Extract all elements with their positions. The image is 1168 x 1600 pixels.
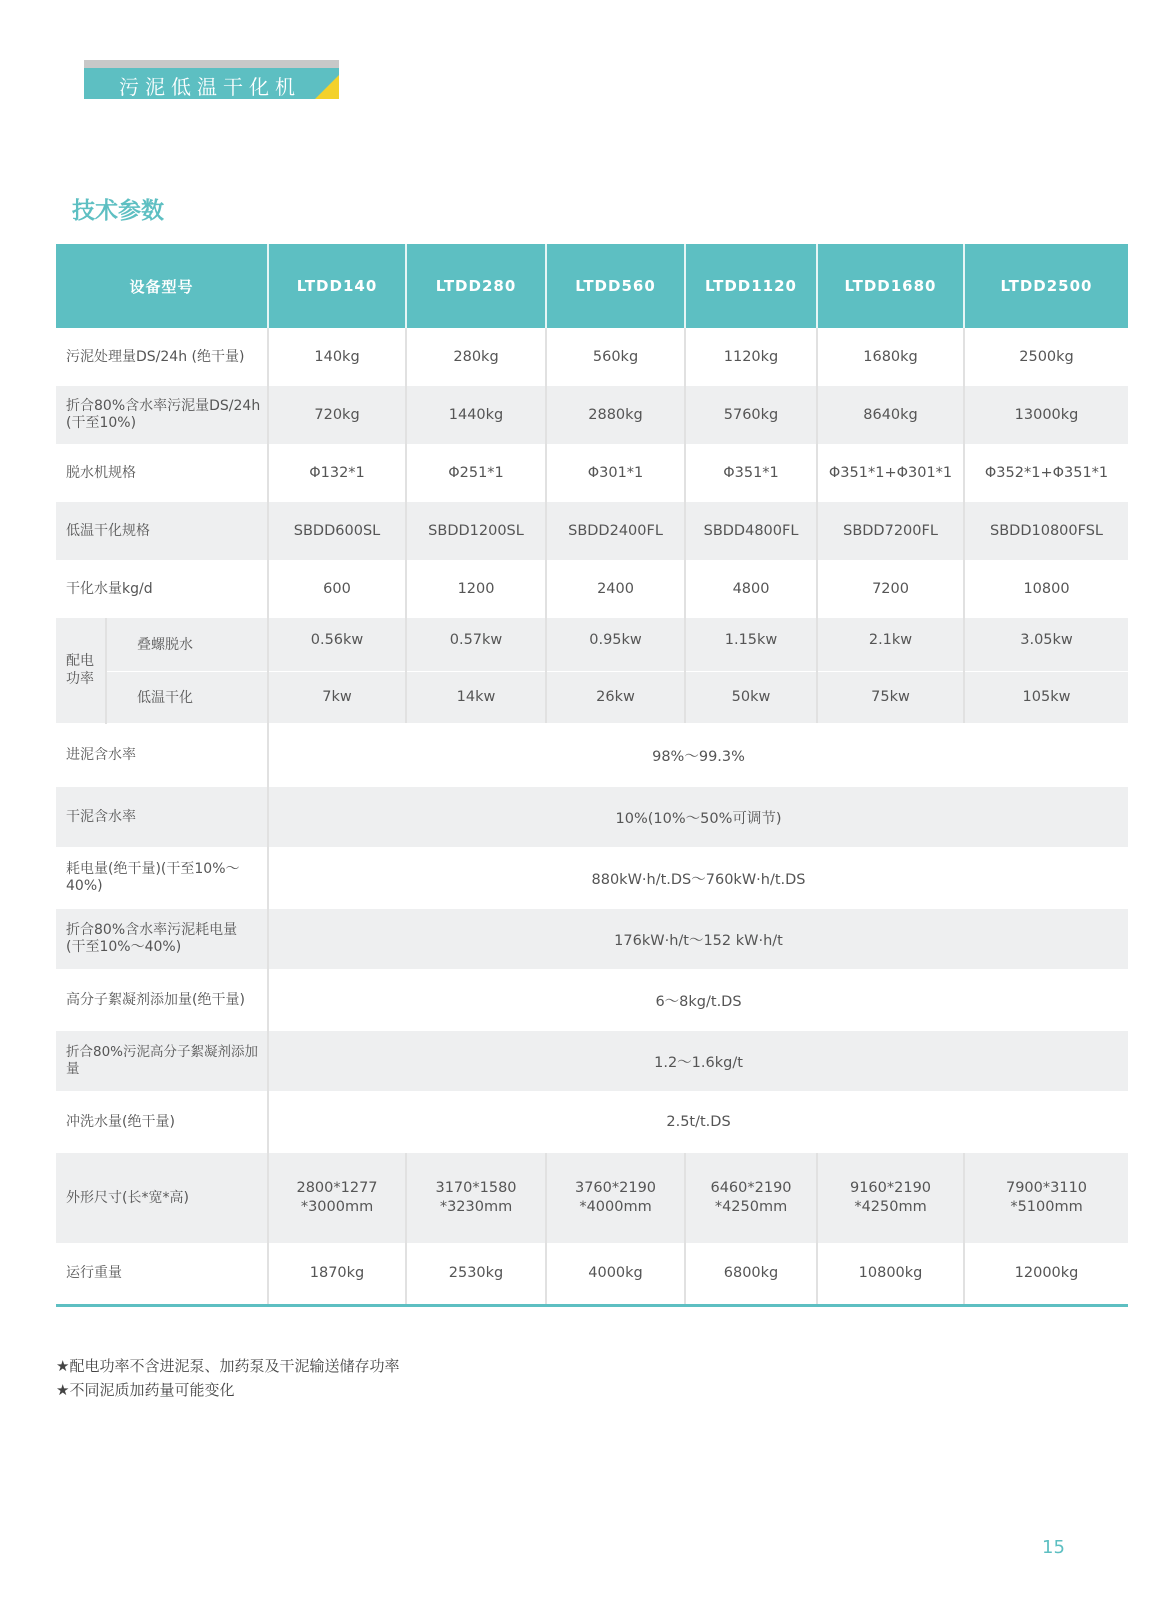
table-cell: 10800 xyxy=(964,560,1128,618)
table-cell: 26kw xyxy=(546,671,685,723)
table-cell: 140kg xyxy=(268,328,406,386)
header-band xyxy=(84,60,339,102)
row-label: 低温干化规格 xyxy=(56,502,268,560)
table-cell: Φ351*1 xyxy=(685,444,817,502)
row-label-line: (干至10%～40%) xyxy=(66,939,182,955)
row-label: 脱水机规格 xyxy=(66,464,136,481)
table-cell: 560kg xyxy=(546,328,685,386)
power-group-label xyxy=(56,618,106,723)
row-label: 冲洗水量(绝干量) xyxy=(66,1113,175,1130)
table-row xyxy=(56,671,1128,723)
table-cell xyxy=(685,1153,817,1243)
table-row xyxy=(56,444,1128,502)
row-label: 干化水量kg/d xyxy=(66,580,153,597)
table-row xyxy=(56,1031,1128,1091)
cell-line: 2800*1277 xyxy=(296,1180,378,1196)
page-number: 15 xyxy=(1042,1537,1065,1558)
header-title: 污泥低温干化机 xyxy=(119,75,301,99)
table-cell: 14kw xyxy=(406,671,546,723)
table-cell: 7kw xyxy=(268,671,406,723)
footnotes xyxy=(56,1354,399,1402)
header-cell: LTDD280 xyxy=(406,244,546,328)
header-cell: LTDD140 xyxy=(268,244,406,328)
table-cell: SBDD1200SL xyxy=(406,502,546,560)
table-cell: Φ301*1 xyxy=(546,444,685,502)
table-row xyxy=(56,386,1128,444)
cell-line: 9160*2190 xyxy=(849,1180,932,1196)
table-cell xyxy=(268,1153,406,1243)
table-cell: 3.05kw xyxy=(964,618,1128,671)
cell-line: *5100mm xyxy=(1010,1199,1083,1215)
row-label-line: 功率 xyxy=(66,671,94,688)
table-cell: 600 xyxy=(268,560,406,618)
table-cell-merged: 1.2～1.6kg/t xyxy=(268,1031,1128,1091)
table-cell: 2400 xyxy=(546,560,685,618)
table-cell: 8640kg xyxy=(817,386,964,444)
footnote: ★不同泥质加药量可能变化 xyxy=(56,1381,235,1399)
table-cell: 5760kg xyxy=(685,386,817,444)
header-yellow-triangle xyxy=(315,75,339,99)
cell-line: *3000mm xyxy=(300,1199,374,1215)
table-cell: 1870kg xyxy=(268,1243,406,1305)
row-label-line: 折合80%含水率污泥耗电量 xyxy=(66,922,238,938)
header-grey-strip xyxy=(84,60,339,68)
table-cell: 0.57kw xyxy=(406,618,546,671)
table-cell: 105kw xyxy=(964,671,1128,723)
cell-line: *3230mm xyxy=(439,1199,513,1215)
table-cell: 1440kg xyxy=(406,386,546,444)
table-cell: 720kg xyxy=(268,386,406,444)
table-cell: 1680kg xyxy=(817,328,964,386)
table-cell: 2500kg xyxy=(964,328,1128,386)
table-cell: 2.1kw xyxy=(817,618,964,671)
table-cell xyxy=(817,1153,964,1243)
table-cell: 13000kg xyxy=(964,386,1128,444)
table-cell-merged: 176kW·h/t～152 kW·h/t xyxy=(268,909,1128,969)
table-cell: SBDD4800FL xyxy=(685,502,817,560)
row-label: 高分子絮凝剂添加量(绝干量) xyxy=(66,991,245,1008)
table-cell: 6800kg xyxy=(685,1243,817,1305)
table-cell: 1200 xyxy=(406,560,546,618)
table-cell: 10800kg xyxy=(817,1243,964,1305)
table-cell: 1120kg xyxy=(685,328,817,386)
table-cell: SBDD7200FL xyxy=(817,502,964,560)
table-row xyxy=(56,560,1128,618)
row-label: 污泥处理量DS/24h (绝干量) xyxy=(66,348,245,365)
table-cell-merged: 2.5t/t.DS xyxy=(268,1091,1128,1153)
row-label xyxy=(56,909,268,969)
row-sublabel: 叠螺脱水 xyxy=(106,618,268,671)
table-cell xyxy=(546,1153,685,1243)
section-title: 技术参数 xyxy=(72,198,164,224)
table-cell: Φ352*1+Φ351*1 xyxy=(964,444,1128,502)
header-cell: LTDD560 xyxy=(546,244,685,328)
table-row xyxy=(56,723,1128,787)
table-row xyxy=(56,328,1128,386)
table-cell: 2530kg xyxy=(406,1243,546,1305)
table-cell: SBDD2400FL xyxy=(546,502,685,560)
table-cell: SBDD600SL xyxy=(268,502,406,560)
row-label xyxy=(56,386,268,444)
table-cell: 4000kg xyxy=(546,1243,685,1305)
table-cell: Φ251*1 xyxy=(406,444,546,502)
cell-line: 6460*2190 xyxy=(710,1180,792,1196)
row-label-line: (干至10%) xyxy=(66,415,137,431)
row-label-line: 配电 xyxy=(66,653,94,670)
header-cell: LTDD1120 xyxy=(685,244,817,328)
table-cell xyxy=(964,1153,1128,1243)
row-label: 运行重量 xyxy=(56,1243,268,1305)
table-cell-merged: 880kW·h/t.DS～760kW·h/t.DS xyxy=(268,847,1128,909)
table-cell: Φ351*1+Φ301*1 xyxy=(817,444,964,502)
table-cell-merged: 98%～99.3% xyxy=(268,723,1128,787)
header-cell: LTDD1680 xyxy=(817,244,964,328)
row-label-line: 折合80%含水率污泥量DS/24h xyxy=(66,398,261,414)
table-cell: 7200 xyxy=(817,560,964,618)
table-cell: 1.15kw xyxy=(685,618,817,671)
table-cell xyxy=(406,1153,546,1243)
table-cell: 2880kg xyxy=(546,386,685,444)
table-header-row xyxy=(56,244,1128,328)
row-sublabel: 低温干化 xyxy=(106,671,268,723)
cell-line: *4250mm xyxy=(854,1199,927,1215)
row-label: 折合80%污泥高分子絮凝剂添加量 xyxy=(56,1031,268,1091)
table-row xyxy=(56,847,1128,909)
table-cell-merged: 6～8kg/t.DS xyxy=(268,969,1128,1031)
header-cell-model: 设备型号 xyxy=(56,244,268,328)
cell-line: 3170*1580 xyxy=(435,1180,517,1196)
header-cell: LTDD2500 xyxy=(964,244,1128,328)
table-cell: 0.56kw xyxy=(268,618,406,671)
cell-line: *4250mm xyxy=(714,1199,788,1215)
table-row xyxy=(56,502,1128,560)
footnote: ★配电功率不含进泥泵、加药泵及干泥输送储存功率 xyxy=(56,1357,400,1375)
table-cell: 0.95kw xyxy=(546,618,685,671)
table-row xyxy=(56,969,1128,1031)
table-row xyxy=(56,909,1128,969)
row-label: 干泥含水率 xyxy=(56,787,268,847)
cell-line: 7900*3110 xyxy=(1005,1180,1088,1196)
table-cell: 12000kg xyxy=(964,1243,1128,1305)
table-row xyxy=(56,1153,1128,1243)
table-cell: 75kw xyxy=(817,671,964,723)
table-cell: 280kg xyxy=(406,328,546,386)
cell-line: 3760*2190 xyxy=(574,1180,657,1196)
table-cell-merged: 10%(10%～50%可调节) xyxy=(268,787,1128,847)
row-label: 外形尺寸(长*宽*高) xyxy=(56,1153,268,1243)
table-row xyxy=(56,1091,1128,1153)
table-row xyxy=(56,618,1128,671)
table-cell: 4800 xyxy=(685,560,817,618)
cell-line: *4000mm xyxy=(579,1199,652,1215)
table-cell: Φ132*1 xyxy=(268,444,406,502)
row-label: 进泥含水率 xyxy=(66,746,136,763)
table-cell: 50kw xyxy=(685,671,817,723)
spec-table xyxy=(56,244,1128,1307)
table-cell: SBDD10800FSL xyxy=(964,502,1128,560)
table-row xyxy=(56,1243,1128,1305)
table-row xyxy=(56,787,1128,847)
row-label: 耗电量(绝干量)(干至10%～40%) xyxy=(66,861,240,894)
